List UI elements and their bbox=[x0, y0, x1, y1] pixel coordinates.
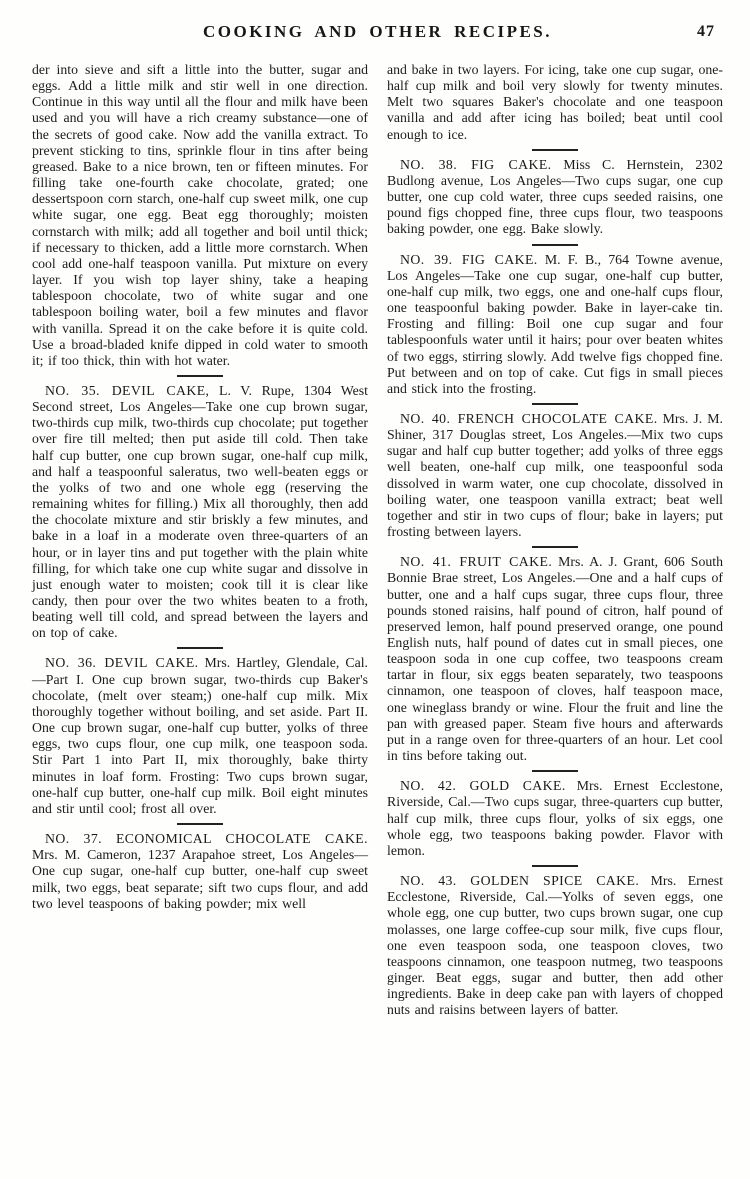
recipe-heading: NO. 43. GOLDEN SPICE CAKE. bbox=[400, 873, 640, 889]
recipe-heading: NO. 39. FIG CAKE. bbox=[400, 251, 538, 267]
section-divider bbox=[532, 546, 578, 548]
recipe-heading: NO. 40. FRENCH CHOCOLATE CAKE. bbox=[400, 410, 658, 426]
section-divider bbox=[532, 865, 578, 867]
section-divider bbox=[177, 823, 223, 825]
continuation-paragraph: der into sieve and sift a little into the butter, sugar and eggs. Add a little milk and stir well in one direction. Continue in this way until all the flour and milk have been used and you will have a rich creamy substance—one of the secrets of good cake. Now add the vanilla extract. To prevent sticking to tins, sprinkle flour in tins after being greased. Bake to a nice brown, ten or fifteen minutes. For filling take one-fourth cake chocolate, grated; one dessertspoon corn starch, one-half cup sweet milk, one cup white sugar, one egg. Beat egg thoroughly; moisten cornstarch with milk; add all together and boil until thick; if necessary to thicken, add a little more cornstarch. When cool add one-half teaspoon vanilla. Put mixture on every layer. If you wish top layer shiny, take a heaping tablespoon chocolate, two of white sugar and one tablespoon boiling water, boil a few minutes and flavor with vanilla. Spread it on the cake before it is quite cold. Use a broad-bladed knife dipped in cold water to smooth it; if too thick, thin with hot water. bbox=[32, 62, 368, 368]
recipe-paragraph: NO. 36. DEVIL CAKE. Mrs. Hartley, Glendale, Cal.—Part I. One cup brown sugar, two-thirds cup Baker's chocolate, (melt over steam;) one-half cup milk. Mix thoroughly together without boiling, and set aside. Part II. One cup brown sugar, one-half cup butter, yolks of three eggs, two cups flour, one cup milk, one teaspoon soda. Stir Part 1 into Part II, mix thoroughly, bake thirty minutes in loaf form. Frosting: Two cups brown sugar, one-half cup butter, one-half cup milk. Boil eight minutes and stir until cool; frost all over. bbox=[32, 655, 368, 816]
recipe-heading: NO. 36. DEVIL CAKE. bbox=[45, 655, 199, 671]
recipe-heading: NO. 35. DEVIL CAKE, bbox=[45, 382, 210, 398]
recipe-heading: NO. 37. ECONOMICAL CHOCOLATE CAKE. bbox=[45, 831, 368, 847]
recipe-paragraph: NO. 37. ECONOMICAL CHOCOLATE CAKE. Mrs. M. Cameron, 1237 Arapahoe street, Los Angeles—One cup sugar, one-half cup butter, one-half cup sweet milk, two eggs, beat separate; sift two cups flour, and add two level teaspoons of baking powder; mix well bbox=[32, 831, 368, 911]
section-divider bbox=[532, 149, 578, 151]
page-header bbox=[32, 22, 723, 46]
recipe-paragraph: NO. 38. FIG CAKE. Miss C. Hernstein, 2302 Budlong avenue, Los Angeles—Two cups sugar, one cup butter, one cup cold water, three cups seeded raisins, one pound figs chopped fine, three cups flour, two teaspoons baking powder, one egg. Bake slowly. bbox=[387, 156, 723, 237]
recipe-paragraph: NO. 40. FRENCH CHOCOLATE CAKE. Mrs. J. M. Shiner, 317 Douglas street, Los Angeles.—Mix two cups sugar and half cup butter together; add yolks of three eggs well beaten, one-half cup milk, one teaspoonful soda dissolved in warm water, one cup chocolate, dissolved in boiling water, one teaspoon vanilla extract; beat well together and stir in two cups of flour; bake in layers; put frosting between layers. bbox=[387, 410, 723, 540]
section-divider bbox=[177, 647, 223, 649]
right-column bbox=[387, 62, 723, 1165]
recipe-paragraph: NO. 42. GOLD CAKE. Mrs. Ernest Ecclestone, Riverside, Cal.—Two cups sugar, three-quarters cup butter, half cup milk, three cups flour, yolks of six eggs, one whole egg, two teaspoons baking powder. Flavor with lemon. bbox=[387, 778, 723, 858]
page-title: COOKING AND OTHER RECIPES. bbox=[202, 22, 553, 41]
recipe-paragraph: NO. 43. GOLDEN SPICE CAKE. Mrs. Ernest Ecclestone, Riverside, Cal.—Yolks of seven eggs, one whole egg, one cup butter, two cups brown sugar, one cup molasses, one large coffee-cup sour milk, five cups flour, one even teaspoon soda, one teaspoon cloves, two teaspoons cinnamon, one teaspoon nutmeg, two teaspoons ginger. Beat eggs, sugar and butter, then add other ingredients. Bake in deep cake pan with layers of chopped nuts and raisins between layers of batter. bbox=[387, 873, 723, 1018]
text-columns bbox=[32, 62, 723, 1165]
page-number: 47 bbox=[697, 23, 715, 40]
section-divider bbox=[532, 770, 578, 772]
recipe-heading: NO. 42. GOLD CAKE. bbox=[400, 778, 566, 794]
recipe-heading: NO. 41. FRUIT CAKE. bbox=[400, 554, 553, 570]
recipe-paragraph: NO. 41. FRUIT CAKE. Mrs. A. J. Grant, 606 South Bonnie Brae street, Los Angeles.—One and a half cups of butter, one and a half cups sugar, three cups flour, three pounds stoned raisins, half pound of citron, half pound of preserved lemon, half pound preserved orange, one pound English nuts, half pound of dates cut in small pieces, one teaspoon soda in one cup coffee, two teaspoons cream tartar in flour, six eggs beaten separately, two teaspoons cinnamon, one teaspoon of cloves, half teaspoon mace, one wineglass brandy or wine. Flour the fruit and line the pan with greased paper. Steam five hours and afterwards put in a range oven for three-quarters of an hour. Let cool in tins before taking out. bbox=[387, 554, 723, 764]
recipe-heading: NO. 38. FIG CAKE. bbox=[400, 156, 552, 172]
recipe-paragraph: NO. 39. FIG CAKE. M. F. B., 764 Towne avenue, Los Angeles—Take one cup sugar, one-half cup butter, one-half cup milk, two eggs, one and one-half cups flour, one teaspoonful baking powder. Bake in layer-cake tin. Frosting and filling: Boil one cup sugar and four tablespoonfuls water until it hairs; pour over beaten whites of two eggs, stirring slowly. Add twelve figs chopped fine. Put between and on top of cake. Cut figs in small pieces and stick into the frosting. bbox=[387, 251, 723, 396]
left-column bbox=[32, 62, 368, 1165]
section-divider bbox=[532, 403, 578, 405]
section-divider bbox=[532, 244, 578, 246]
recipe-paragraph: NO. 35. DEVIL CAKE, L. V. Rupe, 1304 West Second street, Los Angeles—Take one cup brown sugar, two-thirds cup milk, two-thirds cup chocolate; put together over fire till melted; then put aside till cold. Then take half cup butter, one cup brown sugar, one-half cup milk, and half a teaspoonful saleratus, two well-beaten eggs or the yolks of two and one whole egg (reserving the remaining whites for filling.) Mix all thoroughly, then add the chocolate mixture and stir briskly a few minutes, and bake in a loaf in a moderate oven three-quarters of an hour, or in layer tins and put together with the plain white filling, for which take one cup white sugar and dissolve in just enough water to moisten; cook till it is clear like candy, then pour over the two whites beaten to a froth, beating well till cold, and spread between the layers and on top of cake. bbox=[32, 382, 368, 641]
continuation-paragraph: and bake in two layers. For icing, take one cup sugar, one-half cup milk and boil very slowly for twenty minutes. Melt two squares Baker's chocolate and one teaspoon vanilla and add after icing has boiled; beat until cool enough to ice. bbox=[387, 62, 723, 142]
section-divider bbox=[177, 375, 223, 377]
